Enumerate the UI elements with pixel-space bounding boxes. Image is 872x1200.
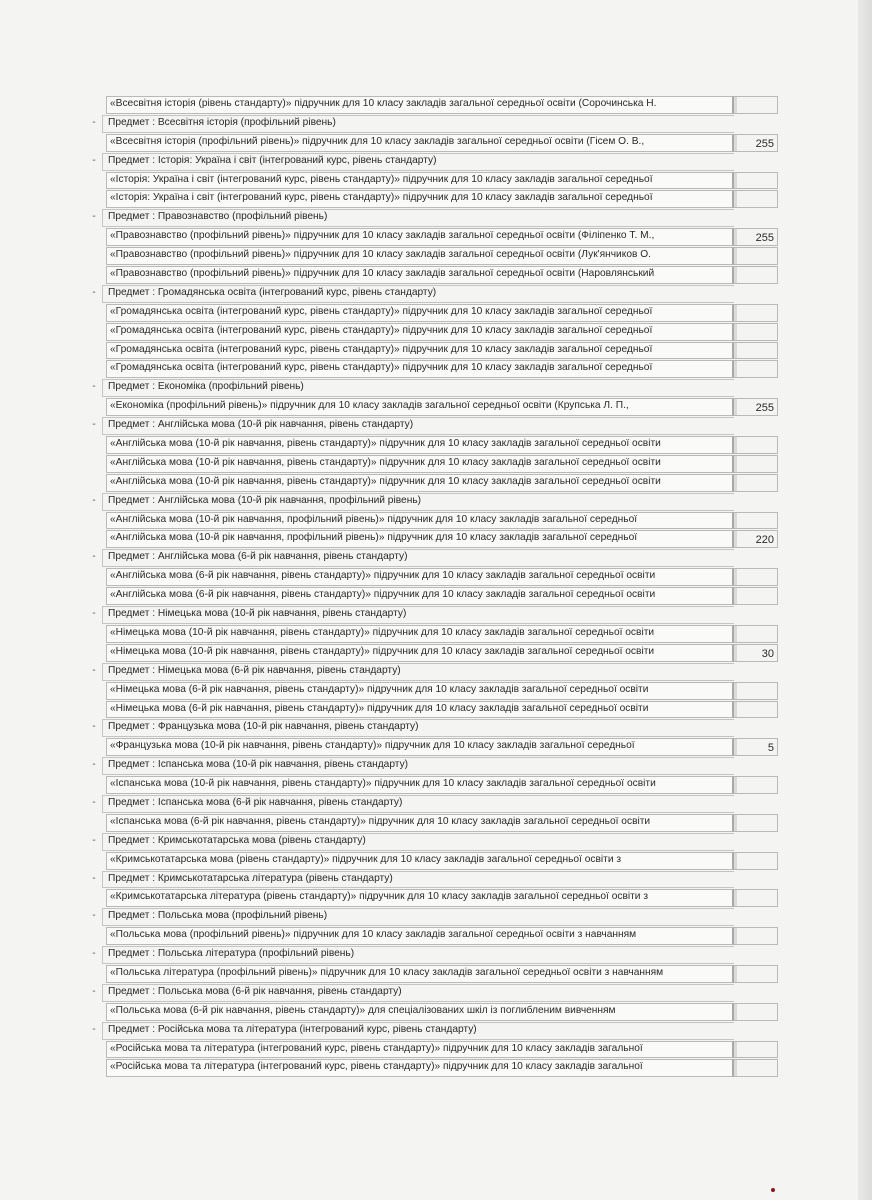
cell-divider (734, 475, 737, 491)
subject-header-row (88, 870, 778, 889)
cell-divider (734, 1004, 737, 1020)
collapse-marker: - (92, 154, 96, 166)
textbook-title: «Правознавство (профільний рівень)» підручник для 10 класу закладів загальної середньої освіти (Лук'янчиков О. (110, 249, 651, 261)
subject-label: Предмет : Російська мова та література (інтегрований курс, рівень стандарту) (108, 1023, 477, 1035)
collapse-marker: - (92, 834, 96, 846)
textbook-title: «Правознавство (профільний рівень)» підручник для 10 класу закладів загальної середньої освіти (Наровлянський (110, 268, 655, 280)
subject-label: Предмет : Громадянська освіта (інтегрований курс, рівень стандарту) (108, 286, 437, 298)
subject-label: Предмет : Кримськотатарська література (рівень стандарту) (108, 872, 393, 884)
textbook-title: «Польська мова (6-й рік навчання, рівень стандарту)» для спеціалізованих шкіл із поглибленим вивченням (110, 1004, 616, 1016)
subject-header-row (88, 718, 778, 737)
quantity-cell (734, 852, 778, 870)
cell-divider (734, 683, 737, 699)
subject-header-row (88, 945, 778, 964)
quantity-cell (734, 455, 778, 473)
textbook-row (88, 1040, 778, 1059)
subject-header-row (88, 832, 778, 851)
quantity-cell (734, 814, 778, 832)
subject-header-row (88, 378, 778, 397)
textbook-row (88, 851, 778, 870)
quantity-cell (734, 927, 778, 945)
subject-header-row (88, 662, 778, 681)
textbook-row (88, 454, 778, 473)
textbook-row (88, 586, 778, 605)
quantity-cell (734, 587, 778, 605)
textbook-row (88, 265, 778, 284)
subject-label: Предмет : Історія: Україна і світ (інтегрований курс, рівень стандарту) (108, 154, 437, 166)
quantity-value: 30 (761, 647, 774, 660)
quantity-cell (734, 889, 778, 907)
textbook-title: «Історія: Україна і світ (інтегрований курс, рівень стандарту)» підручник для 10 класу закладів загальної середньої (110, 192, 653, 204)
scanned-page-edge (858, 0, 872, 1200)
quantity-cell (734, 701, 778, 719)
textbook-row (88, 529, 778, 548)
textbook-title: «Німецька мова (10-й рік навчання, рівень стандарту)» підручник для 10 класу закладів загальної середньої освіти (110, 645, 655, 657)
textbook-row (88, 511, 778, 530)
quantity-cell (734, 644, 778, 662)
cell-divider (734, 343, 737, 359)
textbook-title: «Правознавство (профільний рівень)» підручник для 10 класу закладів загальної середньої освіти (Філіпенко Т. М., (110, 230, 655, 242)
textbook-title: «Громадянська освіта (інтегрований курс, рівень стандарту)» підручник для 10 класу закладів загальної середньої (110, 343, 653, 355)
quantity-cell (734, 474, 778, 492)
collapse-marker: - (92, 872, 96, 884)
quantity-cell (734, 776, 778, 794)
subject-label: Предмет : Німецька мова (6-й рік навчання, рівень стандарту) (108, 664, 401, 676)
textbook-row (88, 435, 778, 454)
textbook-row (88, 322, 778, 341)
textbook-row (88, 681, 778, 700)
subject-header-row (88, 907, 778, 926)
textbook-title: «Англійська мова (6-й рік навчання, рівень стандарту)» підручник для 10 класу закладів загальної середньої освіти (110, 589, 656, 601)
quantity-value: 255 (755, 402, 774, 415)
cell-divider (734, 645, 737, 661)
cell-divider (734, 248, 737, 264)
quantity-cell (734, 512, 778, 530)
textbook-row (88, 964, 778, 983)
quantity-cell (734, 1003, 778, 1021)
textbook-title: «Російська мова та література (інтегрований курс, рівень стандарту)» підручник для 10 класу закладів загальної (110, 1042, 643, 1054)
textbook-row (88, 567, 778, 586)
subject-label: Предмет : Англійська мова (6-й рік навчання, рівень стандарту) (108, 551, 408, 563)
cell-divider (734, 928, 737, 944)
collapse-marker: - (92, 494, 96, 506)
quantity-cell (734, 96, 778, 114)
cell-divider (734, 777, 737, 793)
textbook-title: «Громадянська освіта (інтегрований курс, рівень стандарту)» підручник для 10 класу закладів загальної середньої (110, 324, 653, 336)
collapse-marker: - (92, 381, 96, 393)
textbook-order-table (88, 95, 778, 1077)
cell-divider (734, 1060, 737, 1076)
subject-label: Предмет : Польська література (профільний рівень) (108, 948, 355, 960)
cell-divider (734, 890, 737, 906)
subject-label: Предмет : Польська мова (6-й рік навчання, рівень стандарту) (108, 985, 402, 997)
textbook-title: «Економіка (профільний рівень)» підручник для 10 класу закладів загальної середньої освіти (Крупська Л. П., (110, 400, 629, 412)
subject-label: Предмет : Економіка (профільний рівень) (108, 381, 304, 393)
quantity-cell (734, 228, 778, 246)
textbook-title: «Іспанська мова (10-й рік навчання, рівень стандарту)» підручник для 10 класу закладів загальної середньої освіти (110, 778, 656, 790)
subject-label: Предмет : Польська мова (профільний рівень) (108, 910, 328, 922)
cell-divider (734, 739, 737, 755)
cell-divider (734, 324, 737, 340)
subject-label: Предмет : Всесвітня історія (профільний рівень) (108, 116, 336, 128)
quantity-value: 255 (755, 232, 774, 245)
cell-divider (734, 135, 737, 151)
collapse-marker: - (92, 211, 96, 223)
cell-divider (734, 97, 737, 113)
subject-header-row (88, 605, 778, 624)
cell-divider (734, 588, 737, 604)
cell-divider (734, 437, 737, 453)
textbook-row (88, 473, 778, 492)
cell-divider (734, 815, 737, 831)
textbook-row (88, 359, 778, 378)
quantity-cell (734, 530, 778, 548)
quantity-cell (734, 625, 778, 643)
subject-label: Предмет : Іспанська мова (10-й рік навчання, рівень стандарту) (108, 759, 409, 771)
textbook-row (88, 775, 778, 794)
collapse-marker: - (92, 985, 96, 997)
collapse-marker: - (92, 721, 96, 733)
cell-divider (734, 173, 737, 189)
textbook-row (88, 95, 778, 114)
quantity-value: 255 (755, 137, 774, 150)
cell-divider (734, 513, 737, 529)
textbook-row (88, 341, 778, 360)
textbook-row (88, 227, 778, 246)
quantity-cell (734, 304, 778, 322)
collapse-marker: - (92, 910, 96, 922)
subject-label: Предмет : Французька мова (10-й рік навчання, рівень стандарту) (108, 721, 419, 733)
cell-divider (734, 531, 737, 547)
collapse-marker: - (92, 116, 96, 128)
textbook-title: «Англійська мова (10-й рік навчання, рівень стандарту)» підручник для 10 класу закладів загальної середньої освіти (110, 475, 661, 487)
quantity-cell (734, 398, 778, 416)
textbook-title: «Польська література (профільний рівень)» підручник для 10 класу закладів загальної середньої освіти з навчанням (110, 966, 664, 978)
textbook-row (88, 624, 778, 643)
cell-divider (734, 361, 737, 377)
cell-divider (734, 569, 737, 585)
cell-divider (734, 267, 737, 283)
subject-header-row (88, 114, 778, 133)
quantity-cell (734, 266, 778, 284)
quantity-cell (734, 172, 778, 190)
textbook-title: «Англійська мова (10-й рік навчання, профільний рівень)» підручник для 10 класу закладів загальної середньої (110, 532, 638, 544)
quantity-value: 5 (767, 742, 774, 755)
quantity-cell (734, 682, 778, 700)
subject-label: Предмет : Кримськотатарська мова (рівень стандарту) (108, 834, 366, 846)
subject-header-row (88, 548, 778, 567)
textbook-row (88, 303, 778, 322)
textbook-title: «Громадянська освіта (інтегрований курс, рівень стандарту)» підручник для 10 класу закладів загальної середньої (110, 362, 653, 374)
textbook-title: «Англійська мова (10-й рік навчання, рівень стандарту)» підручник для 10 класу закладів загальної середньої освіти (110, 456, 661, 468)
textbook-title: «Французька мова (10-й рік навчання, рівень стандарту)» підручник для 10 класу закладів загальної середньої (110, 740, 635, 752)
cell-divider (734, 191, 737, 207)
textbook-title: «Кримськотатарська мова (рівень стандарту)» підручник для 10 класу закладів загальної середньої освіти з (110, 853, 622, 865)
textbook-row (88, 813, 778, 832)
quantity-cell (734, 738, 778, 756)
textbook-row (88, 888, 778, 907)
subject-header-row (88, 794, 778, 813)
quantity-cell (734, 436, 778, 454)
subject-header-row (88, 1021, 778, 1040)
subject-header-row (88, 208, 778, 227)
collapse-marker: - (92, 664, 96, 676)
collapse-marker: - (92, 419, 96, 431)
textbook-title: «Іспанська мова (6-й рік навчання, рівень стандарту)» підручник для 10 класу закладів загальної середньої освіти (110, 815, 651, 827)
textbook-title: «Російська мова та література (інтегрований курс, рівень стандарту)» підручник для 10 класу закладів загальної (110, 1061, 643, 1073)
collapse-marker: - (92, 1023, 96, 1035)
textbook-row (88, 1058, 778, 1077)
scan-speck (771, 1188, 775, 1192)
textbook-row (88, 133, 778, 152)
collapse-marker: - (92, 551, 96, 563)
subject-header-row (88, 152, 778, 171)
quantity-value: 220 (755, 534, 774, 547)
textbook-title: «Німецька мова (6-й рік навчання, рівень стандарту)» підручник для 10 класу закладів загальної середньої освіти (110, 702, 649, 714)
textbook-row (88, 189, 778, 208)
textbook-title: «Громадянська освіта (інтегрований курс, рівень стандарту)» підручник для 10 класу закладів загальної середньої (110, 305, 653, 317)
cell-divider (734, 456, 737, 472)
textbook-title: «Німецька мова (6-й рік навчання, рівень стандарту)» підручник для 10 класу закладів загальної середньої освіти (110, 683, 649, 695)
textbook-title: «Кримськотатарська література (рівень стандарту)» підручник для 10 класу закладів загальної середньої освіти з (110, 891, 648, 903)
textbook-row (88, 171, 778, 190)
textbook-title: «Англійська мова (10-й рік навчання, рівень стандарту)» підручник для 10 класу закладів загальної середньої освіти (110, 438, 661, 450)
subject-label: Предмет : Іспанська мова (6-й рік навчання, рівень стандарту) (108, 796, 403, 808)
subject-label: Предмет : Англійська мова (10-й рік навчання, профільний рівень) (108, 494, 422, 506)
quantity-cell (734, 568, 778, 586)
quantity-cell (734, 1059, 778, 1077)
subject-header-row (88, 756, 778, 775)
subject-label: Предмет : Правознавство (профільний рівень) (108, 211, 328, 223)
quantity-cell (734, 342, 778, 360)
cell-divider (734, 305, 737, 321)
cell-divider (734, 229, 737, 245)
collapse-marker: - (92, 759, 96, 771)
textbook-row (88, 397, 778, 416)
quantity-cell (734, 1041, 778, 1059)
cell-divider (734, 853, 737, 869)
collapse-marker: - (92, 796, 96, 808)
quantity-cell (734, 323, 778, 341)
textbook-title: «Польська мова (профільний рівень)» підручник для 10 класу закладів загальної середньої освіти з навчанням (110, 929, 637, 941)
subject-header-row (88, 983, 778, 1002)
textbook-row (88, 643, 778, 662)
cell-divider (734, 1042, 737, 1058)
cell-divider (734, 626, 737, 642)
textbook-row (88, 1002, 778, 1021)
quantity-cell (734, 190, 778, 208)
quantity-cell (734, 134, 778, 152)
subject-label: Предмет : Англійська мова (10-й рік навчання, рівень стандарту) (108, 419, 414, 431)
quantity-cell (734, 360, 778, 378)
subject-header-row (88, 284, 778, 303)
textbook-title: «Англійська мова (6-й рік навчання, рівень стандарту)» підручник для 10 класу закладів загальної середньої освіти (110, 570, 656, 582)
subject-label: Предмет : Німецька мова (10-й рік навчання, рівень стандарту) (108, 608, 407, 620)
textbook-title: «Всесвітня історія (профільний рівень)» підручник для 10 класу закладів загальної середньої освіти (Гісем О. В., (110, 135, 645, 147)
textbook-row (88, 737, 778, 756)
subject-header-row (88, 492, 778, 511)
cell-divider (734, 702, 737, 718)
textbook-title: «Німецька мова (10-й рік навчання, рівень стандарту)» підручник для 10 класу закладів загальної середньої освіти (110, 626, 655, 638)
textbook-row (88, 246, 778, 265)
collapse-marker: - (92, 948, 96, 960)
textbook-title: «Всесвітня історія (рівень стандарту)» підручник для 10 класу закладів загальної середньої освіти (Сорочинська Н. (110, 98, 657, 109)
collapse-marker: - (92, 286, 96, 298)
quantity-cell (734, 247, 778, 265)
cell-divider (734, 966, 737, 982)
subject-header-row (88, 416, 778, 435)
textbook-row (88, 700, 778, 719)
collapse-marker: - (92, 608, 96, 620)
quantity-cell (734, 965, 778, 983)
textbook-row (88, 926, 778, 945)
textbook-title: «Англійська мова (10-й рік навчання, профільний рівень)» підручник для 10 класу закладів загальної середньої (110, 513, 638, 525)
textbook-title: «Історія: Україна і світ (інтегрований курс, рівень стандарту)» підручник для 10 класу закладів загальної середньої (110, 173, 653, 185)
cell-divider (734, 399, 737, 415)
